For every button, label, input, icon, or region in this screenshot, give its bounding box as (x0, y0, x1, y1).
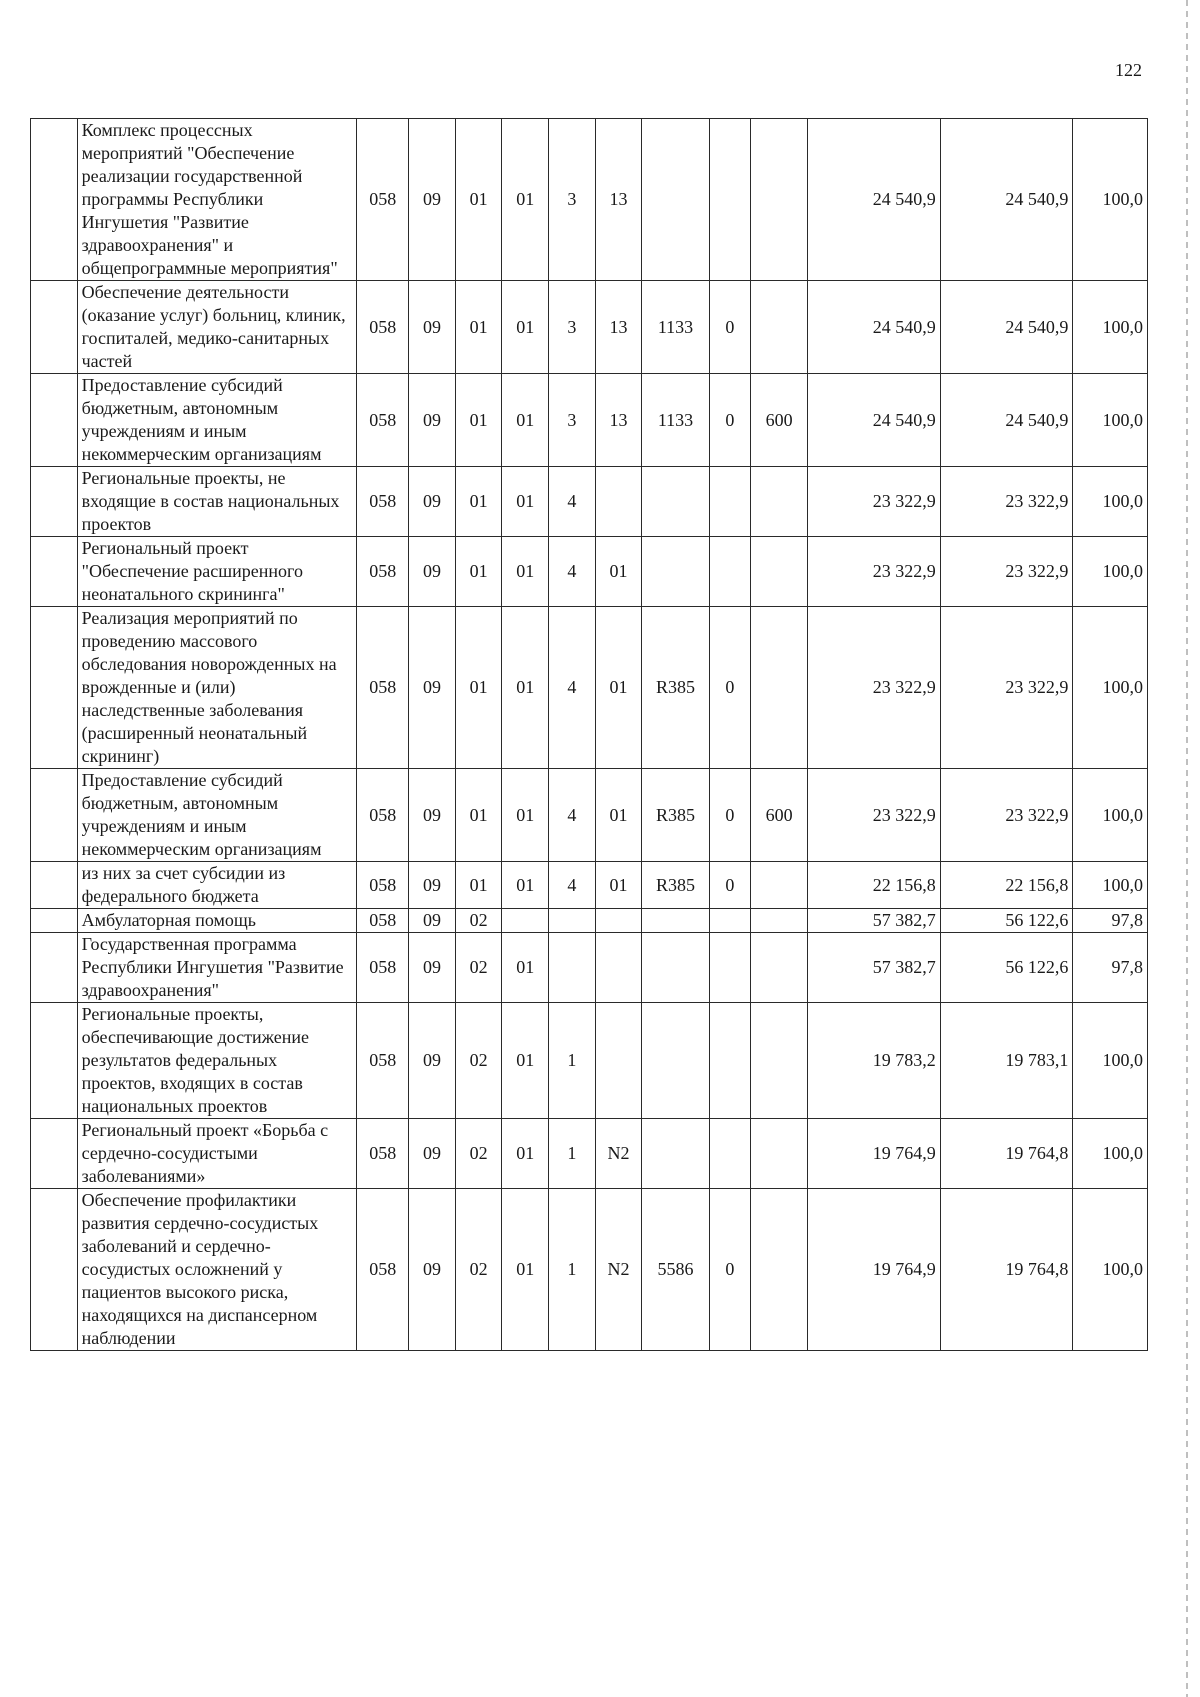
table-row (31, 607, 1148, 769)
code-cell-c1: 058 (357, 933, 409, 1003)
code-cell-c8 (709, 467, 750, 537)
code-cell-c2: 09 (409, 769, 456, 862)
fact-amount-cell: 23 322,9 (940, 607, 1073, 769)
percent-cell: 100,0 (1073, 467, 1148, 537)
code-cell-c9 (751, 119, 808, 281)
fact-amount-cell: 23 322,9 (940, 769, 1073, 862)
code-cell-c6: 13 (595, 119, 642, 281)
plan-amount-cell: 57 382,7 (808, 909, 941, 933)
code-cell-c4: 01 (502, 769, 549, 862)
row-name-cell: Комплекс процессных мероприятий "Обеспечение реализации государственной программы Республики Ингушетия "Развитие здравоохранения" и общепрограммные мероприятия" (77, 119, 357, 281)
percent-cell: 100,0 (1073, 374, 1148, 467)
row-number-cell (31, 933, 78, 1003)
code-cell-c3: 01 (455, 607, 502, 769)
code-cell-c8: 0 (709, 769, 750, 862)
code-cell-c2: 09 (409, 1003, 456, 1119)
code-cell-c2: 09 (409, 374, 456, 467)
percent-cell: 100,0 (1073, 1003, 1148, 1119)
code-cell-c1: 058 (357, 537, 409, 607)
code-cell-c6: 13 (595, 281, 642, 374)
code-cell-c3: 01 (455, 467, 502, 537)
code-cell-c5 (549, 933, 596, 1003)
budget-table-body (31, 119, 1148, 1351)
code-cell-c4: 01 (502, 281, 549, 374)
code-cell-c7: R385 (642, 769, 709, 862)
table-row (31, 862, 1148, 909)
code-cell-c7: 1133 (642, 281, 709, 374)
percent-cell: 100,0 (1073, 537, 1148, 607)
code-cell-c9 (751, 537, 808, 607)
plan-amount-cell: 19 783,2 (808, 1003, 941, 1119)
code-cell-c6: 01 (595, 769, 642, 862)
table-row (31, 1119, 1148, 1189)
code-cell-c7 (642, 909, 709, 933)
code-cell-c3: 01 (455, 537, 502, 607)
code-cell-c5: 1 (549, 1003, 596, 1119)
code-cell-c5: 3 (549, 119, 596, 281)
fact-amount-cell: 23 322,9 (940, 537, 1073, 607)
table-row (31, 374, 1148, 467)
row-number-cell (31, 119, 78, 281)
code-cell-c1: 058 (357, 909, 409, 933)
plan-amount-cell: 23 322,9 (808, 607, 941, 769)
code-cell-c2: 09 (409, 119, 456, 281)
fact-amount-cell: 23 322,9 (940, 467, 1073, 537)
row-name-cell: Обеспечение профилактики развития сердечно-сосудистых заболеваний и сердечно-сосудистых осложнений у пациентов высокого риска, находящихся на диспансерном наблюдении (77, 1189, 357, 1351)
row-name-cell: из них за счет субсидии из федерального бюджета (77, 862, 357, 909)
plan-amount-cell: 23 322,9 (808, 769, 941, 862)
plan-amount-cell: 19 764,9 (808, 1189, 941, 1351)
code-cell-c7: R385 (642, 607, 709, 769)
percent-cell: 100,0 (1073, 607, 1148, 769)
row-name-cell: Региональные проекты, обеспечивающие достижение результатов федеральных проектов, входящих в состав национальных проектов (77, 1003, 357, 1119)
scan-edge-line (1186, 0, 1188, 1697)
fact-amount-cell: 22 156,8 (940, 862, 1073, 909)
code-cell-c3: 02 (455, 933, 502, 1003)
code-cell-c3: 01 (455, 862, 502, 909)
row-number-cell (31, 909, 78, 933)
code-cell-c5: 3 (549, 374, 596, 467)
code-cell-c8 (709, 1003, 750, 1119)
code-cell-c3: 02 (455, 1189, 502, 1351)
code-cell-c3: 02 (455, 1119, 502, 1189)
code-cell-c8: 0 (709, 862, 750, 909)
row-name-cell: Амбулаторная помощь (77, 909, 357, 933)
code-cell-c5: 3 (549, 281, 596, 374)
table-row (31, 933, 1148, 1003)
code-cell-c9 (751, 933, 808, 1003)
code-cell-c2: 09 (409, 607, 456, 769)
code-cell-c4: 01 (502, 537, 549, 607)
code-cell-c9 (751, 909, 808, 933)
code-cell-c7 (642, 537, 709, 607)
plan-amount-cell: 24 540,9 (808, 374, 941, 467)
code-cell-c5: 4 (549, 607, 596, 769)
row-number-cell (31, 374, 78, 467)
row-number-cell (31, 1189, 78, 1351)
fact-amount-cell: 56 122,6 (940, 909, 1073, 933)
fact-amount-cell: 24 540,9 (940, 281, 1073, 374)
table-row (31, 769, 1148, 862)
row-name-cell: Региональный проект "Обеспечение расширенного неонатального скрининга" (77, 537, 357, 607)
table-row (31, 537, 1148, 607)
code-cell-c9: 600 (751, 374, 808, 467)
code-cell-c3: 01 (455, 769, 502, 862)
code-cell-c8: 0 (709, 607, 750, 769)
code-cell-c4: 01 (502, 1189, 549, 1351)
code-cell-c4: 01 (502, 119, 549, 281)
code-cell-c2: 09 (409, 909, 456, 933)
code-cell-c4: 01 (502, 862, 549, 909)
table-row (31, 119, 1148, 281)
code-cell-c7 (642, 933, 709, 1003)
row-name-cell: Реализация мероприятий по проведению массового обследования новорожденных на врожденные и (или) наследственные заболевания (расширенный неонатальный скрининг) (77, 607, 357, 769)
code-cell-c6 (595, 933, 642, 1003)
code-cell-c4: 01 (502, 607, 549, 769)
code-cell-c8 (709, 933, 750, 1003)
percent-cell: 97,8 (1073, 933, 1148, 1003)
table-row (31, 1189, 1148, 1351)
code-cell-c6 (595, 909, 642, 933)
table-row (31, 467, 1148, 537)
code-cell-c9 (751, 862, 808, 909)
code-cell-c4: 01 (502, 1003, 549, 1119)
code-cell-c5: 4 (549, 769, 596, 862)
plan-amount-cell: 23 322,9 (808, 467, 941, 537)
code-cell-c1: 058 (357, 281, 409, 374)
code-cell-c2: 09 (409, 1119, 456, 1189)
code-cell-c9 (751, 281, 808, 374)
table-row (31, 909, 1148, 933)
fact-amount-cell: 56 122,6 (940, 933, 1073, 1003)
code-cell-c2: 09 (409, 1189, 456, 1351)
code-cell-c8: 0 (709, 1189, 750, 1351)
plan-amount-cell: 23 322,9 (808, 537, 941, 607)
row-name-cell: Региональные проекты, не входящие в состав национальных проектов (77, 467, 357, 537)
code-cell-c1: 058 (357, 119, 409, 281)
row-name-cell: Предоставление субсидий бюджетным, автономным учреждениям и иным некоммерческим организациям (77, 769, 357, 862)
code-cell-c3: 02 (455, 909, 502, 933)
code-cell-c2: 09 (409, 467, 456, 537)
code-cell-c7 (642, 1119, 709, 1189)
code-cell-c7 (642, 1003, 709, 1119)
code-cell-c1: 058 (357, 769, 409, 862)
code-cell-c9: 600 (751, 769, 808, 862)
code-cell-c9 (751, 1003, 808, 1119)
percent-cell: 100,0 (1073, 119, 1148, 281)
code-cell-c7: R385 (642, 862, 709, 909)
table-row (31, 281, 1148, 374)
code-cell-c2: 09 (409, 537, 456, 607)
code-cell-c7 (642, 119, 709, 281)
code-cell-c6: N2 (595, 1119, 642, 1189)
code-cell-c1: 058 (357, 607, 409, 769)
code-cell-c8: 0 (709, 281, 750, 374)
code-cell-c7: 1133 (642, 374, 709, 467)
code-cell-c3: 01 (455, 119, 502, 281)
row-name-cell: Государственная программа Республики Ингушетия "Развитие здравоохранения" (77, 933, 357, 1003)
row-name-cell: Предоставление субсидий бюджетным, автономным учреждениям и иным некоммерческим организациям (77, 374, 357, 467)
code-cell-c6: 01 (595, 537, 642, 607)
percent-cell: 97,8 (1073, 909, 1148, 933)
page-number: 122 (1115, 60, 1142, 80)
code-cell-c6: 01 (595, 862, 642, 909)
percent-cell: 100,0 (1073, 769, 1148, 862)
row-number-cell (31, 537, 78, 607)
row-number-cell (31, 281, 78, 374)
plan-amount-cell: 19 764,9 (808, 1119, 941, 1189)
code-cell-c8 (709, 1119, 750, 1189)
row-number-cell (31, 467, 78, 537)
code-cell-c8: 0 (709, 374, 750, 467)
code-cell-c5: 4 (549, 537, 596, 607)
plan-amount-cell: 57 382,7 (808, 933, 941, 1003)
code-cell-c2: 09 (409, 862, 456, 909)
code-cell-c3: 01 (455, 374, 502, 467)
code-cell-c8 (709, 537, 750, 607)
code-cell-c6: 13 (595, 374, 642, 467)
row-number-cell (31, 607, 78, 769)
fact-amount-cell: 19 764,8 (940, 1189, 1073, 1351)
plan-amount-cell: 24 540,9 (808, 281, 941, 374)
code-cell-c5: 4 (549, 467, 596, 537)
plan-amount-cell: 22 156,8 (808, 862, 941, 909)
code-cell-c9 (751, 1119, 808, 1189)
code-cell-c5: 4 (549, 862, 596, 909)
code-cell-c7 (642, 467, 709, 537)
code-cell-c6: N2 (595, 1189, 642, 1351)
percent-cell: 100,0 (1073, 862, 1148, 909)
code-cell-c4: 01 (502, 933, 549, 1003)
percent-cell: 100,0 (1073, 1189, 1148, 1351)
code-cell-c6: 01 (595, 607, 642, 769)
code-cell-c4 (502, 909, 549, 933)
row-number-cell (31, 1003, 78, 1119)
code-cell-c2: 09 (409, 281, 456, 374)
fact-amount-cell: 24 540,9 (940, 119, 1073, 281)
row-number-cell (31, 1119, 78, 1189)
code-cell-c8 (709, 909, 750, 933)
code-cell-c9 (751, 1189, 808, 1351)
fact-amount-cell: 19 783,1 (940, 1003, 1073, 1119)
code-cell-c4: 01 (502, 374, 549, 467)
fact-amount-cell: 19 764,8 (940, 1119, 1073, 1189)
row-name-cell: Обеспечение деятельности (оказание услуг) больниц, клиник, госпиталей, медико-санитарных частей (77, 281, 357, 374)
code-cell-c4: 01 (502, 1119, 549, 1189)
row-name-cell: Региональный проект «Борьба с сердечно-сосудистыми заболеваниями» (77, 1119, 357, 1189)
code-cell-c7: 5586 (642, 1189, 709, 1351)
code-cell-c5: 1 (549, 1189, 596, 1351)
code-cell-c1: 058 (357, 1119, 409, 1189)
plan-amount-cell: 24 540,9 (808, 119, 941, 281)
budget-table-container (30, 118, 1148, 1351)
code-cell-c8 (709, 119, 750, 281)
code-cell-c6 (595, 1003, 642, 1119)
code-cell-c5 (549, 909, 596, 933)
code-cell-c9 (751, 607, 808, 769)
code-cell-c1: 058 (357, 374, 409, 467)
percent-cell: 100,0 (1073, 281, 1148, 374)
code-cell-c1: 058 (357, 862, 409, 909)
code-cell-c4: 01 (502, 467, 549, 537)
code-cell-c3: 02 (455, 1003, 502, 1119)
code-cell-c1: 058 (357, 467, 409, 537)
budget-table (30, 118, 1148, 1351)
row-number-cell (31, 769, 78, 862)
code-cell-c5: 1 (549, 1119, 596, 1189)
code-cell-c3: 01 (455, 281, 502, 374)
row-number-cell (31, 862, 78, 909)
code-cell-c2: 09 (409, 933, 456, 1003)
code-cell-c9 (751, 467, 808, 537)
code-cell-c6 (595, 467, 642, 537)
percent-cell: 100,0 (1073, 1119, 1148, 1189)
code-cell-c1: 058 (357, 1003, 409, 1119)
code-cell-c1: 058 (357, 1189, 409, 1351)
table-row (31, 1003, 1148, 1119)
fact-amount-cell: 24 540,9 (940, 374, 1073, 467)
